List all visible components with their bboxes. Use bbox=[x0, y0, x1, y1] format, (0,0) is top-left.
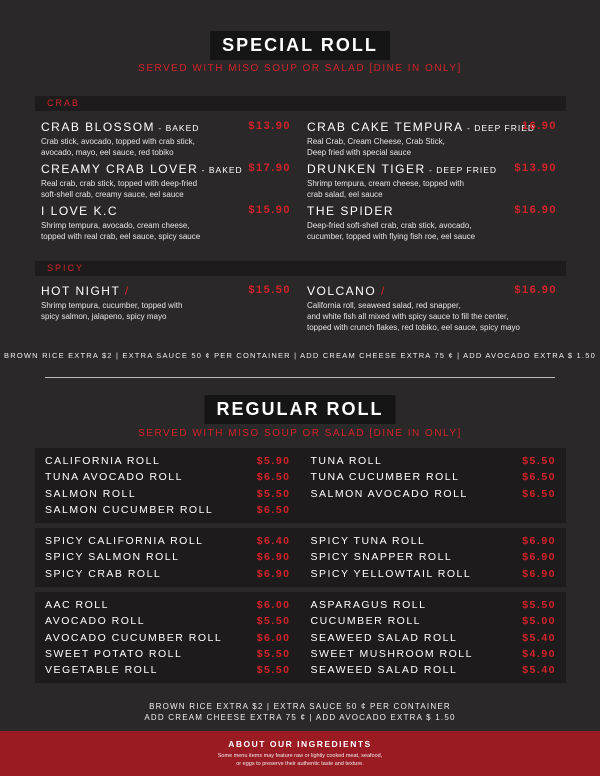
roll-name: SPICY YELLOWTAIL ROLL bbox=[310, 567, 472, 580]
item-name: THE SPIDER bbox=[307, 204, 395, 218]
roll-price: $5.90 bbox=[256, 455, 291, 468]
roll-price: $6.90 bbox=[522, 567, 556, 580]
footer-title: ABOUT OUR INGREDIENTS bbox=[228, 739, 372, 749]
item-method: - BAKED bbox=[198, 165, 243, 175]
roll-price: $5.50 bbox=[256, 615, 291, 628]
item-name: VOLCANO bbox=[307, 284, 377, 298]
roll-name: SALMON CUCUMBER ROLL bbox=[45, 504, 214, 517]
item-description: Deep fried with special sauce bbox=[307, 148, 412, 157]
roll-name: CALIFORNIA ROLL bbox=[45, 455, 161, 468]
roll-row bbox=[45, 646, 291, 662]
roll-price: $5.40 bbox=[522, 631, 556, 644]
roll-name: SEAWEED SALAD ROLL bbox=[310, 664, 458, 677]
item-price: $13.90 bbox=[248, 120, 291, 132]
item-name: CRAB CAKE TEMPURA bbox=[307, 120, 464, 134]
item-description: and white fish all mixed with spicy sauce to fill the center, bbox=[307, 312, 509, 321]
item-name: CRAB BLOSSOM bbox=[41, 120, 156, 134]
roll-group bbox=[35, 528, 566, 587]
menu-item bbox=[307, 204, 557, 242]
roll-name: TUNA AVOCADO ROLL bbox=[45, 471, 183, 484]
roll-name: AVOCADO ROLL bbox=[45, 615, 146, 628]
roll-name: SWEET POTATO ROLL bbox=[45, 648, 183, 661]
chili-icon: / bbox=[381, 284, 386, 298]
menu-item bbox=[41, 120, 291, 158]
roll-price: $6.50 bbox=[256, 504, 291, 517]
roll-name: SPICY SALMON ROLL bbox=[45, 551, 180, 564]
special-roll-title: SPECIAL ROLL bbox=[210, 31, 390, 60]
regular-roll-title: REGULAR ROLL bbox=[205, 395, 396, 424]
roll-name: AVOCADO CUCUMBER ROLL bbox=[45, 631, 223, 644]
roll-name: SWEET MUSHROOM ROLL bbox=[310, 648, 473, 661]
roll-row bbox=[45, 662, 291, 678]
roll-group bbox=[35, 592, 566, 683]
roll-name: AAC ROLL bbox=[45, 599, 109, 612]
roll-price: $5.00 bbox=[522, 615, 556, 628]
regular-subtitle: SERVED WITH MISO SOUP OR SALAD [DINE IN ONLY] bbox=[138, 428, 462, 439]
roll-price: $6.90 bbox=[256, 551, 291, 564]
item-price: $15.90 bbox=[248, 204, 291, 216]
menu-item bbox=[41, 162, 291, 200]
roll-name: SPICY CALIFORNIA ROLL bbox=[45, 535, 204, 548]
roll-name: SPICY SNAPPER ROLL bbox=[310, 551, 453, 564]
roll-price: $6.50 bbox=[256, 471, 291, 484]
roll-name: TUNA CUCUMBER ROLL bbox=[310, 471, 460, 484]
roll-price: $6.50 bbox=[522, 487, 556, 500]
item-method: - DEEP FRIED bbox=[463, 123, 536, 133]
item-name: CREAMY CRAB LOVER bbox=[41, 162, 199, 176]
roll-price: $6.50 bbox=[522, 471, 556, 484]
roll-name: SALMON AVOCADO ROLL bbox=[310, 487, 468, 500]
roll-row bbox=[45, 469, 291, 485]
roll-row bbox=[311, 549, 557, 565]
item-name: DRUNKEN TIGER bbox=[307, 162, 426, 176]
spicy-category-bar: SPICY bbox=[35, 261, 566, 276]
roll-group bbox=[35, 448, 566, 523]
roll-name: CUCUMBER ROLL bbox=[310, 615, 422, 628]
item-description: crab salad, eel sauce bbox=[307, 190, 383, 199]
roll-price: $5.50 bbox=[256, 648, 291, 661]
roll-row bbox=[311, 533, 557, 549]
item-price: $16.90 bbox=[514, 204, 557, 216]
ingredients-footer bbox=[0, 731, 600, 776]
roll-price: $5.50 bbox=[256, 487, 291, 500]
item-description: topped with real crab, eel sauce, spicy sauce bbox=[41, 232, 201, 241]
roll-row bbox=[45, 630, 291, 646]
roll-row bbox=[311, 469, 557, 485]
item-description: Real crab, crab stick, topped with deep-fried bbox=[41, 179, 198, 188]
item-description: topped with crunch flakes, red tobiko, eel sauce, spicy mayo bbox=[307, 323, 520, 332]
roll-name: SPICY TUNA ROLL bbox=[310, 535, 426, 548]
roll-name: SPICY CRAB ROLL bbox=[45, 567, 162, 580]
roll-row bbox=[45, 549, 291, 565]
roll-row bbox=[311, 453, 557, 469]
roll-name: VEGETABLE ROLL bbox=[45, 664, 159, 677]
roll-name: SEAWEED SALAD ROLL bbox=[310, 631, 458, 644]
footer-line-1: Some menu items may feature raw or lightly cooked meat, seafood, bbox=[217, 753, 383, 759]
item-price: 16.90 bbox=[521, 120, 557, 132]
roll-row bbox=[311, 566, 557, 582]
roll-name: SALMON ROLL bbox=[45, 487, 137, 500]
item-name: I LOVE K.C bbox=[41, 204, 119, 218]
item-name: HOT NIGHT bbox=[41, 284, 121, 298]
roll-price: $4.90 bbox=[522, 648, 556, 661]
roll-row bbox=[45, 566, 291, 582]
regular-extras-note-1: BROWN RICE EXTRA $2 | EXTRA SAUCE 50 ¢ PER CONTAINER bbox=[149, 702, 451, 711]
roll-row bbox=[45, 502, 291, 518]
item-description: Deep-fried soft-shell crab, crab stick, avocado, bbox=[307, 221, 472, 230]
menu-item bbox=[41, 284, 291, 322]
roll-row bbox=[45, 613, 291, 629]
roll-row bbox=[45, 597, 291, 613]
roll-row bbox=[311, 597, 557, 613]
item-description: soft-shell crab, creamy sauce, eel sauce bbox=[41, 190, 184, 199]
roll-price: $5.50 bbox=[522, 455, 556, 468]
roll-price: $5.40 bbox=[522, 664, 556, 677]
menu-item bbox=[307, 284, 557, 333]
section-divider bbox=[45, 377, 555, 378]
item-description: Shrimp tempura, cucumber, topped with bbox=[41, 301, 183, 310]
item-method: - DEEP FRIED bbox=[425, 165, 498, 175]
item-description: avocado, mayo, eel sauce, red tobiko bbox=[41, 148, 174, 157]
regular-extras-note-2: ADD CREAM CHEESE EXTRA 75 ¢ | ADD AVOCADO EXTRA $ 1.50 bbox=[144, 713, 456, 722]
item-price: $17.90 bbox=[248, 162, 291, 174]
item-description: California roll, seaweed salad, red snapper, bbox=[307, 301, 461, 310]
menu-item bbox=[307, 120, 557, 158]
special-subtitle: SERVED WITH MISO SOUP OR SALAD [DINE IN ONLY] bbox=[138, 63, 462, 74]
special-extras-note: BROWN RICE EXTRA $2 | EXTRA SAUCE 50 ¢ PER CONTAINER | ADD CREAM CHEESE EXTRA 75 ¢ | ADD AVOCADO EXTRA $ 1.50 bbox=[4, 351, 596, 360]
item-description: Shrimp tempura, avocado, cream cheese, bbox=[41, 221, 190, 230]
roll-row bbox=[45, 486, 291, 502]
roll-row bbox=[45, 453, 291, 469]
item-description: Shrimp tempura, cream cheese, topped with bbox=[307, 179, 464, 188]
item-method: - BAKED bbox=[155, 123, 200, 133]
item-price: $13.90 bbox=[514, 162, 557, 174]
roll-price: $6.00 bbox=[256, 599, 291, 612]
item-description: Real Crab, Cream Cheese, Crab Stick, bbox=[307, 137, 445, 146]
roll-price: $6.90 bbox=[256, 567, 291, 580]
roll-row bbox=[311, 630, 557, 646]
roll-row bbox=[311, 662, 557, 678]
roll-price: $6.90 bbox=[522, 535, 556, 548]
item-description: cucumber, topped with flying fish roe, eel sauce bbox=[307, 232, 476, 241]
roll-price: $6.00 bbox=[256, 631, 291, 644]
roll-name: TUNA ROLL bbox=[310, 455, 383, 468]
roll-price: $5.50 bbox=[522, 599, 556, 612]
item-description: spicy salmon, jalapeno, spicy mayo bbox=[41, 312, 167, 321]
crab-category-bar: CRAB bbox=[35, 96, 566, 111]
roll-name: ASPARAGUS ROLL bbox=[310, 599, 427, 612]
roll-row bbox=[45, 533, 291, 549]
menu-item bbox=[307, 162, 557, 200]
item-price: $16.90 bbox=[514, 284, 557, 296]
roll-row bbox=[311, 486, 557, 502]
roll-price: $5.50 bbox=[256, 664, 291, 677]
item-description: Crab stick, avocado, topped with crab stick, bbox=[41, 137, 195, 146]
roll-price: $6.40 bbox=[256, 535, 291, 548]
roll-price: $6.90 bbox=[522, 551, 556, 564]
chili-icon: / bbox=[124, 284, 130, 298]
item-price: $15.50 bbox=[248, 284, 291, 296]
footer-line-2: or eggs to preserve their authentic taste and texture. bbox=[236, 761, 364, 767]
roll-row bbox=[311, 613, 557, 629]
menu-item bbox=[41, 204, 291, 242]
roll-row bbox=[311, 646, 557, 662]
